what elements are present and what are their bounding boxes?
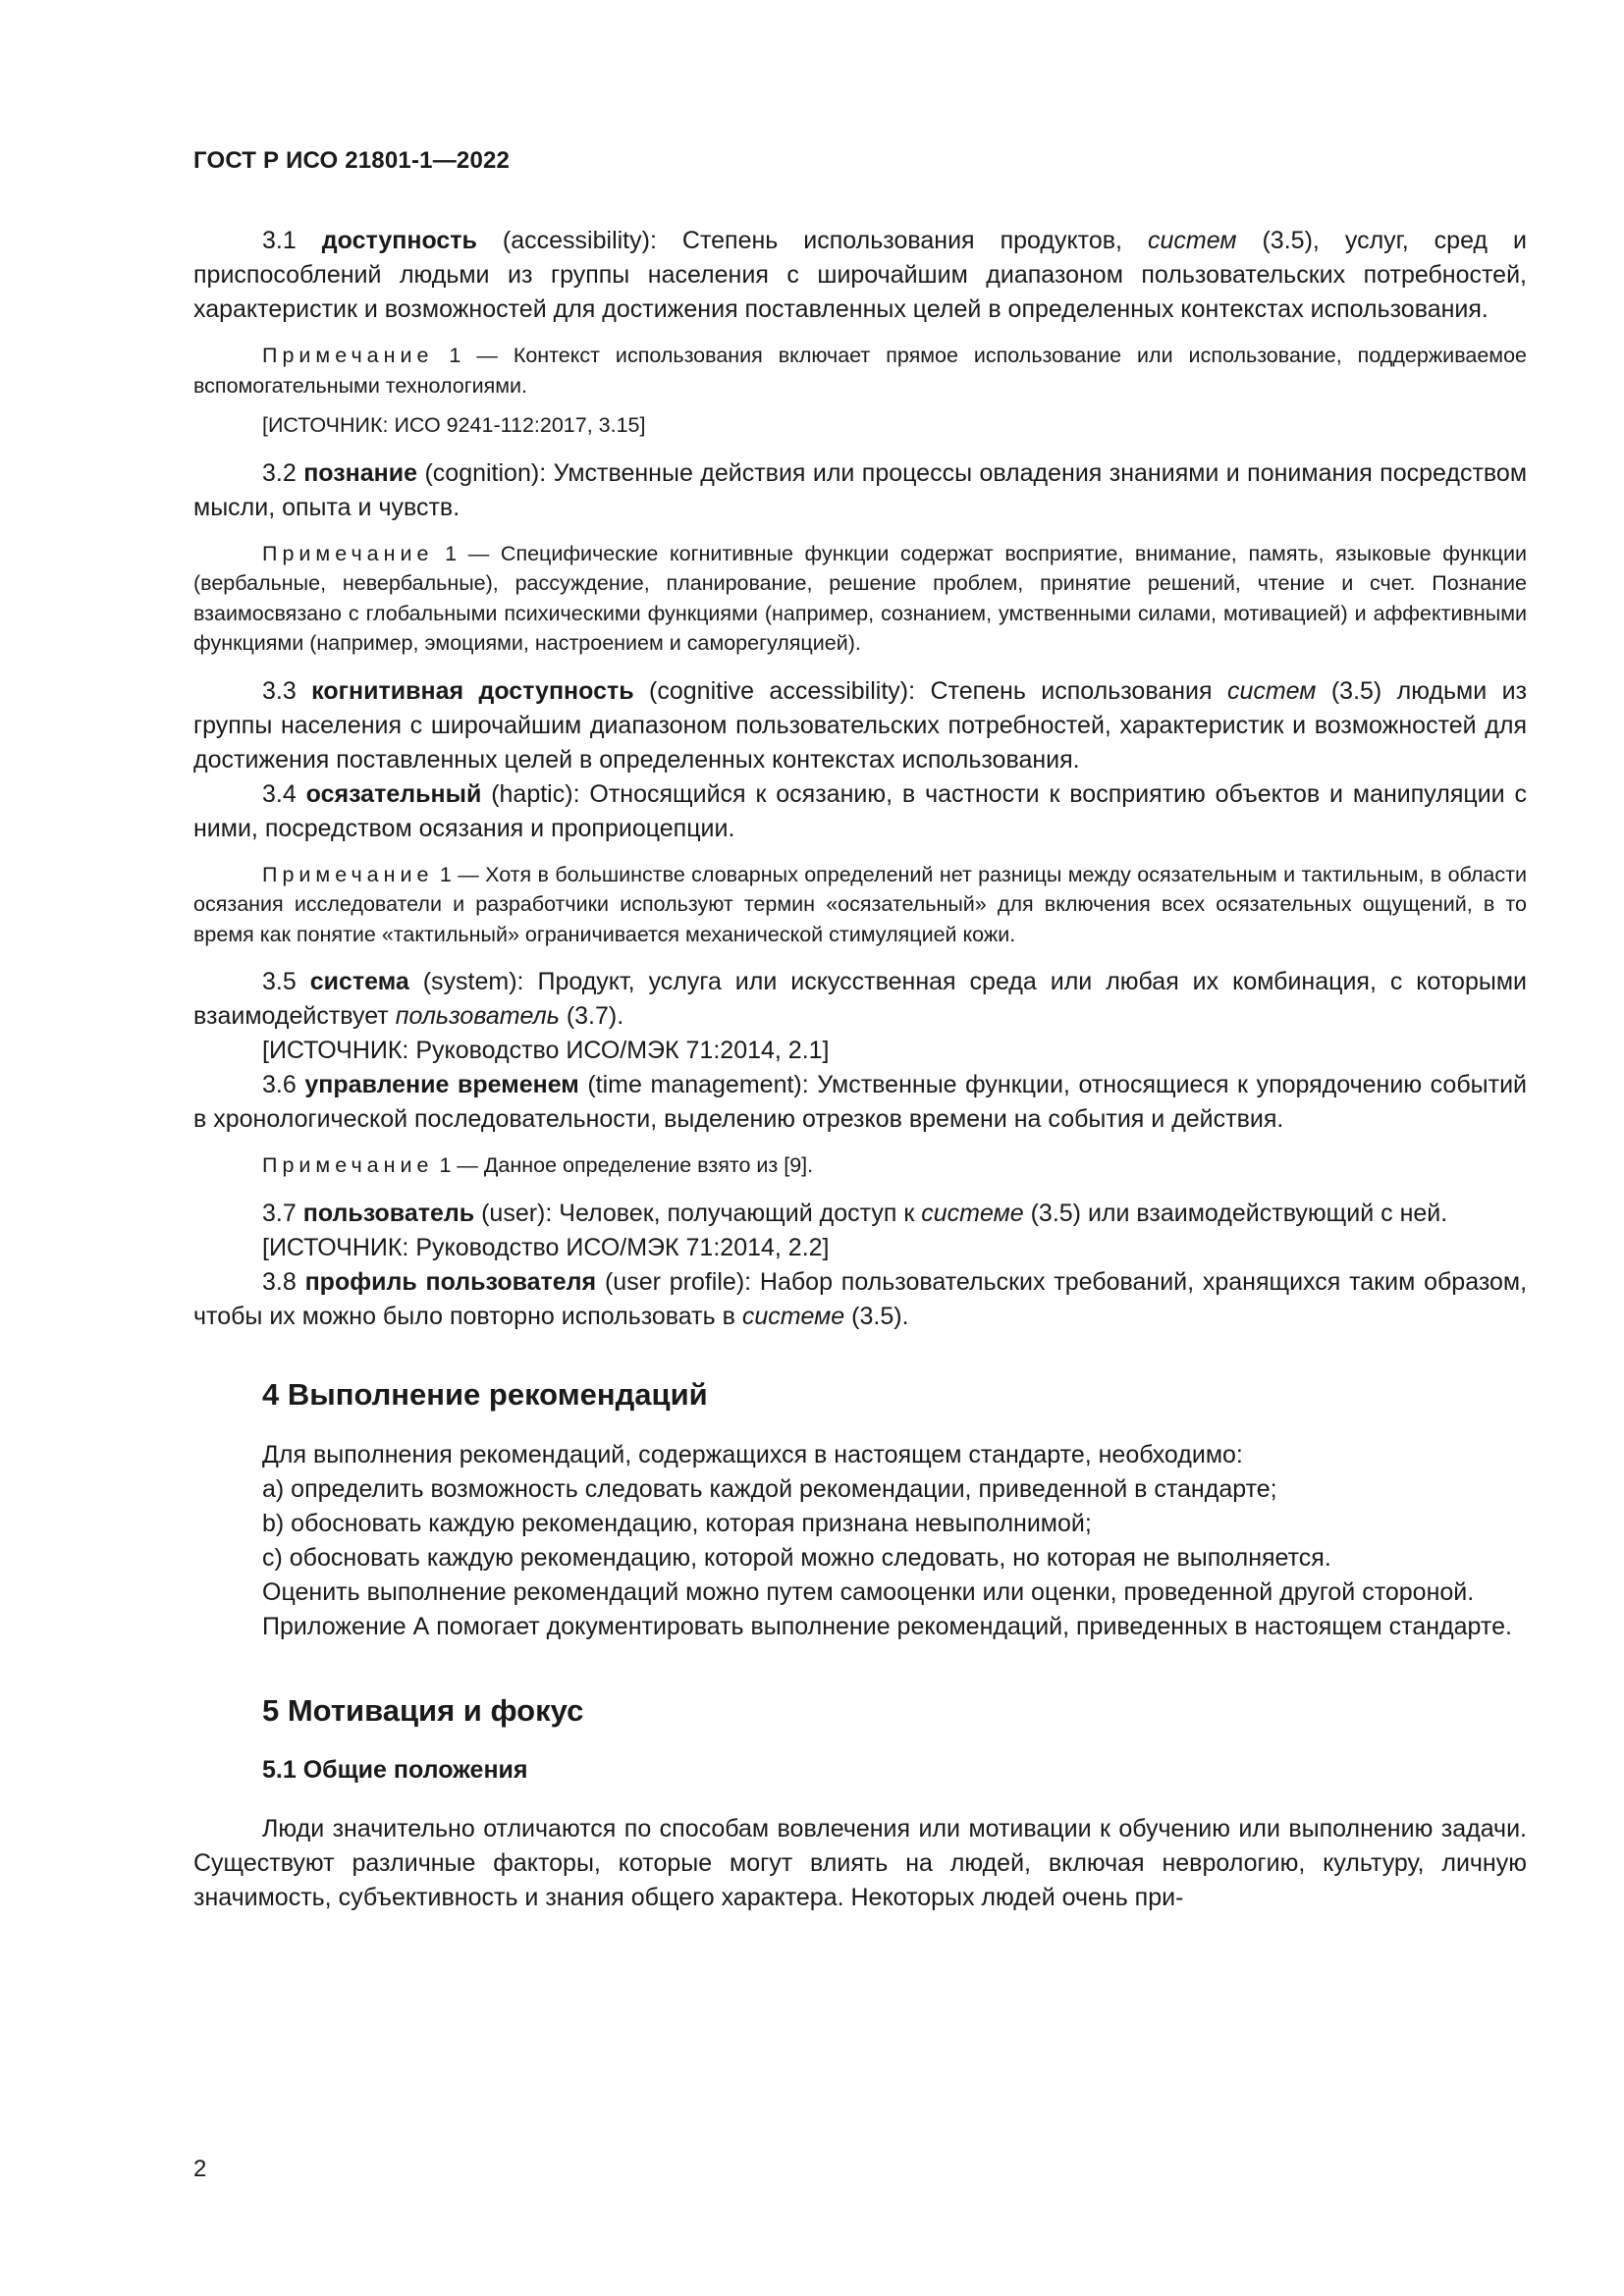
section-4-item-a: a) определить возможность следовать каждой рекомендации, приведенной в стандарте; xyxy=(262,1474,1277,1503)
document-header: ГОСТ Р ИСО 21801-1—2022 xyxy=(193,147,511,174)
term-3-5: 3.5 система (system): Продукт, услуга или искусственная среда или любая их комбинация, с которыми взаимодействует пользователь (3.7). xyxy=(193,968,1527,1030)
page-number: 2 xyxy=(193,2156,207,2182)
term-3-3: 3.3 когнитивная доступность (cognitive accessibility): Степень использования систем (3.5) людьми из группы населения с широчайшим диапазоном пользовательских потребностей, характеристик и возможностей для достижения поставленных целей в определенных контекстах использования. xyxy=(193,676,1528,774)
source-3-1: [ИСТОЧНИК: ИСО 9241-112:2017, 3.15] xyxy=(262,413,646,437)
section-4-p2: Оценить выполнение рекомендаций можно путем самооценки или оценки, проведенной другой стороной. xyxy=(262,1577,1475,1606)
section-5-1-title: 5.1 Общие положения xyxy=(262,1755,528,1784)
term-3-6: 3.6 управление временем (time management): Умственные функции, относящиеся к упорядочению событий в хронологической последовательности, выделению отрезков времени на события и действия. xyxy=(193,1071,1527,1133)
section-4-intro: Для выполнения рекомендаций, содержащихся в настоящем стандарте, необходимо: xyxy=(262,1440,1243,1468)
note-3-1: Примечание 1 — Контекст использования включает прямое использование или использование, поддерживаемое вспомогательными технологиями. xyxy=(193,344,1527,398)
note-3-2: Примечание 1 — Специфические когнитивные функции содержат восприятие, внимание, память, языковые функции (вербальные, невербальные), рассуждение, планирование, решение проблем, принятие решений, чтение и счет. Познание взаимосвязано с глобальными психическими функциями (например, сознанием, умственными силами, мотивацией) и аффективными функциями (например, эмоциями, настроением и саморегуляцией). xyxy=(193,541,1528,655)
term-3-2: 3.2 познание (cognition): Умственные действия или процессы овладения знаниями и понимания посредством мысли, опыта и чувств. xyxy=(193,458,1528,521)
section-5-title: 5 Мотивация и фокус xyxy=(262,1692,584,1728)
section-5-1-p1: Люди значительно отличаются по способам вовлечения или мотивации к обучению или выполнению задачи. Существуют различные факторы, которые могут влиять на людей, включая неврологию, культуру, личную значимость, субъективность и знания общего характера. Некоторых людей очень при- xyxy=(193,1814,1527,1911)
source-3-7: [ИСТОЧНИК: Руководство ИСО/МЭК 71:2014, 2.2] xyxy=(262,1233,830,1261)
note-3-4: Примечание 1 — Хотя в большинстве словарных определений нет разницы между осязательным и тактильным, в области осязания исследователи и разработчики используют термин «осязательный» для включения всех осязательных ощущений, в то время как понятие «тактильный» ограничивается механической стимуляцией кожи. xyxy=(193,862,1527,946)
term-3-7: 3.7 пользователь (user): Человек, получающий доступ к системе (3.5) или взаимодействующий с ней. xyxy=(262,1199,1448,1227)
section-4-item-b: b) обосновать каждую рекомендацию, которая признана невыполнимой; xyxy=(262,1509,1092,1537)
term-3-4: 3.4 осязательный (haptic): Относящийся к осязанию, в частности к восприятию объектов и манипуляции с ними, посредством осязания и проприоцепции. xyxy=(193,779,1528,842)
term-3-1: 3.1 доступность (accessibility): Степень использования продуктов, систем (3.5), услуг, сред и приспособлений людьми из группы населения с широчайшим диапазоном пользовательских потребностей, характеристик и возможностей для достижения поставленных целей в определенных контекстах использования. xyxy=(193,227,1527,323)
section-4-item-c: c) обосновать каждую рекомендацию, которой можно следовать, но которая не выполняется. xyxy=(262,1543,1331,1572)
page-content xyxy=(193,224,1527,1915)
section-4-p3: Приложение А помогает документировать выполнение рекомендаций, приведенных в настоящем стандарте. xyxy=(262,1612,1512,1640)
term-3-8: 3.8 профиль пользователя (user profile): Набор пользовательских требований, хранящихся таким образом, чтобы их можно было повторно использовать в системе (3.5). xyxy=(193,1267,1528,1330)
note-3-6: Примечание 1 — Данное определение взято из [9]. xyxy=(262,1153,814,1177)
section-4-title: 4 Выполнение рекомендаций xyxy=(262,1376,708,1412)
source-3-5: [ИСТОЧНИК: Руководство ИСО/МЭК 71:2014, 2.1] xyxy=(262,1037,830,1064)
